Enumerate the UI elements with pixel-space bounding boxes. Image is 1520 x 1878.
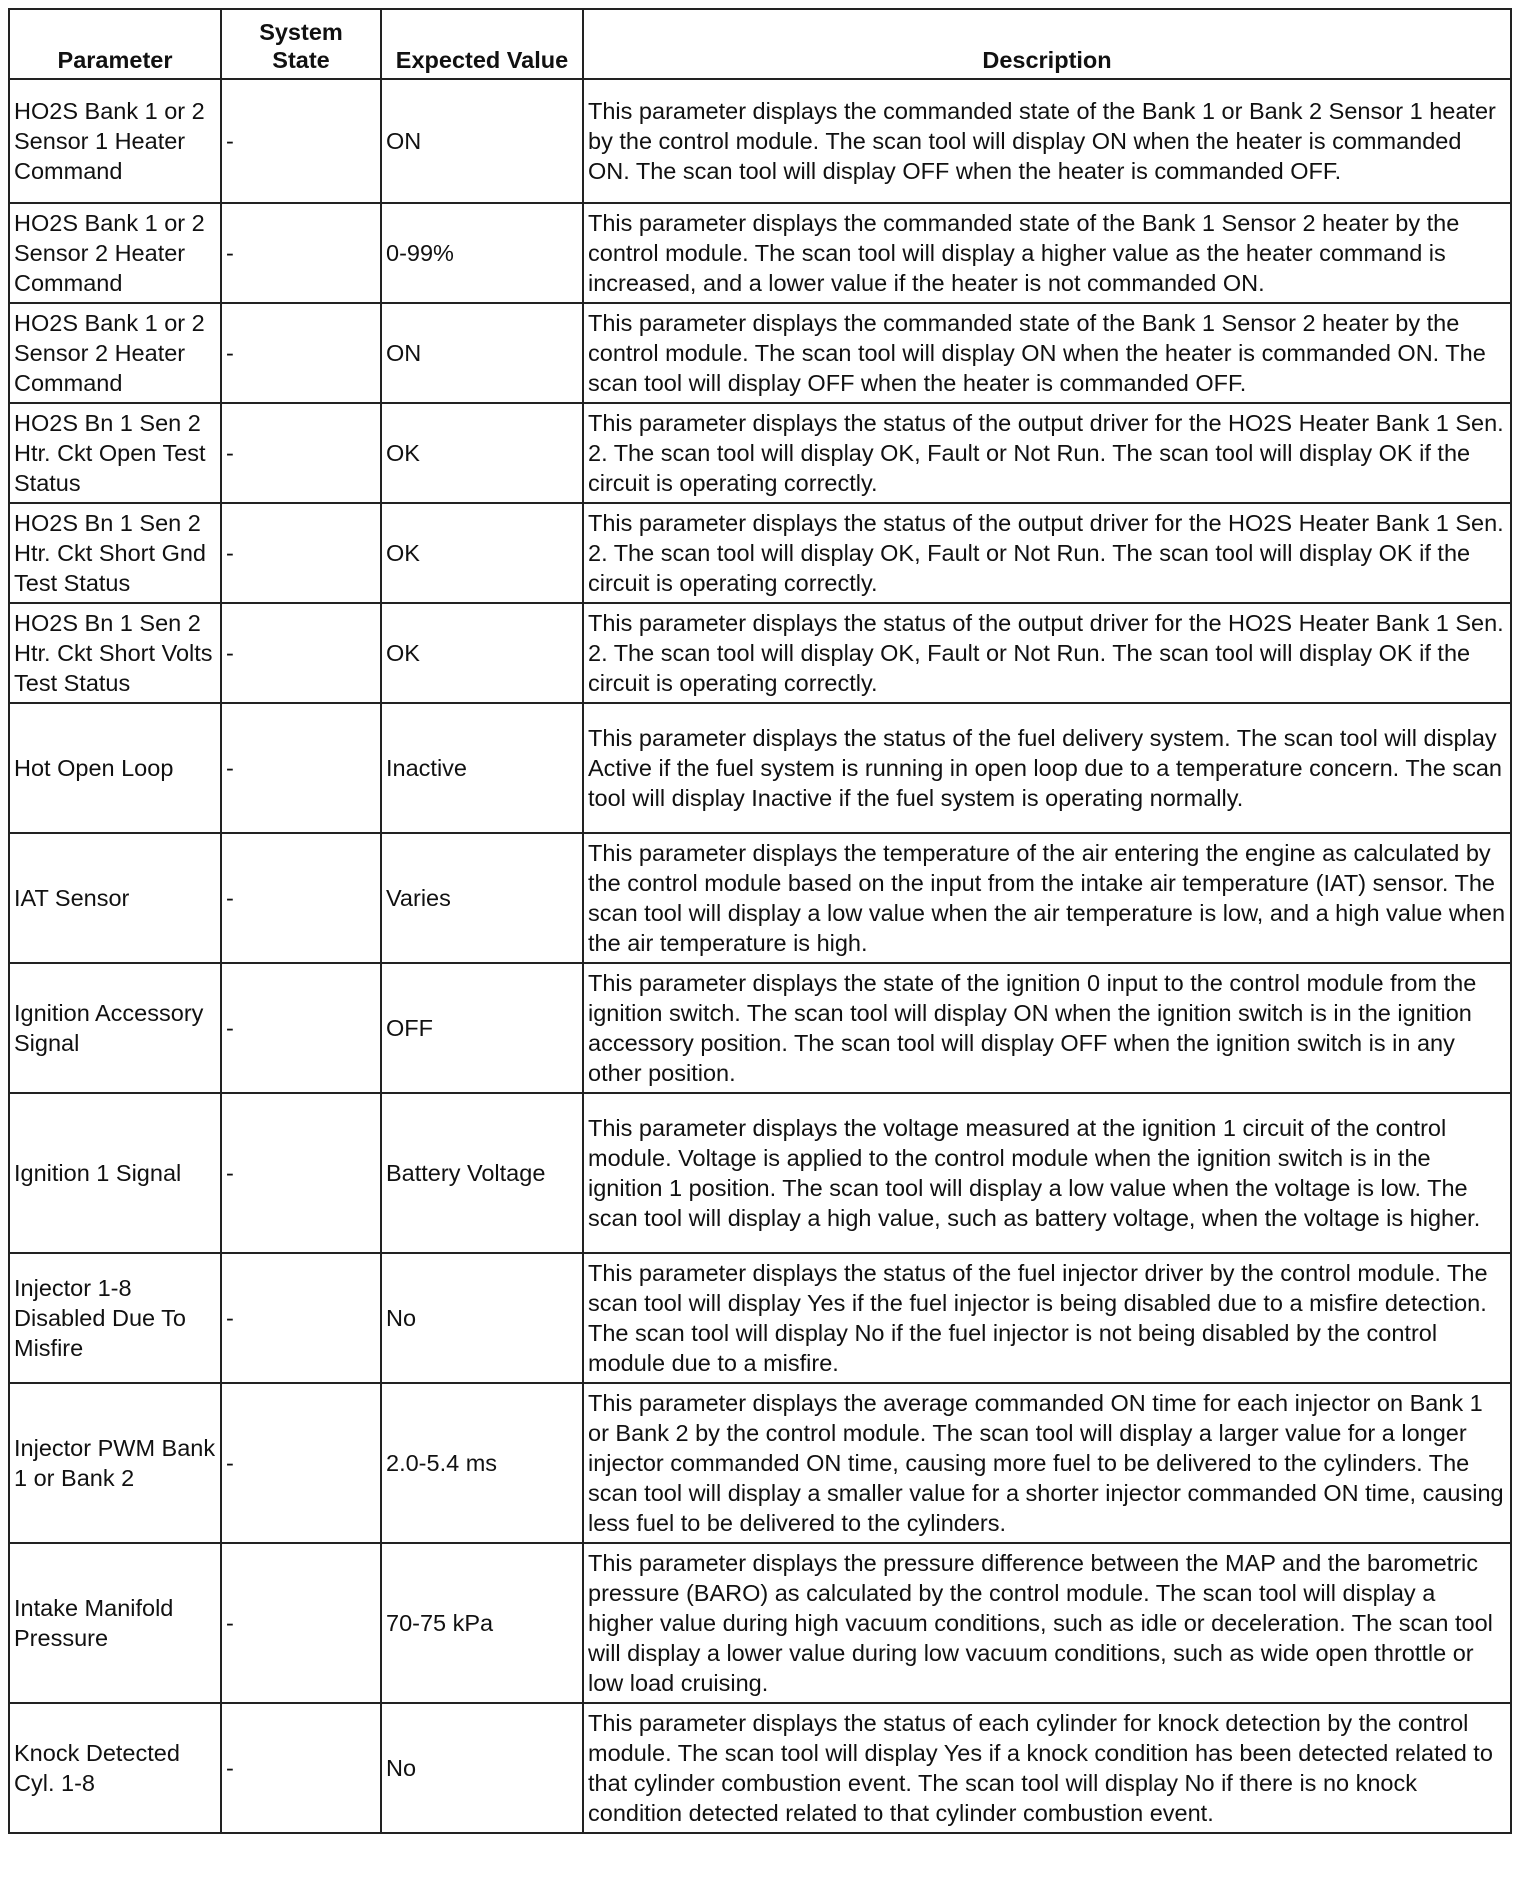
cell-system-state: - — [221, 1093, 381, 1253]
cell-system-state: - — [221, 603, 381, 703]
cell-system-state: - — [221, 79, 381, 203]
cell-description: This parameter displays the temperature of the air entering the engine as calculated by the control module based on the input from the intake air temperature (IAT) sensor. The scan tool will display a low value when the air temperature is low, and a high value when the air temperature is high. — [583, 833, 1511, 963]
cell-system-state: - — [221, 1543, 381, 1703]
table-row — [9, 703, 1511, 833]
cell-parameter: HO2S Bank 1 or 2 Sensor 2 Heater Command — [9, 303, 221, 403]
cell-parameter: HO2S Bn 1 Sen 2 Htr. Ckt Short Volts Test Status — [9, 603, 221, 703]
cell-parameter: Injector PWM Bank 1 or Bank 2 — [9, 1383, 221, 1543]
cell-description: This parameter displays the status of each cylinder for knock detection by the control module. The scan tool will display Yes if a knock condition has been detected related to that cylinder combustion event. The scan tool will display No if there is no knock condition detected related to that cylinder combustion event. — [583, 1703, 1511, 1833]
cell-parameter: Ignition 1 Signal — [9, 1093, 221, 1253]
cell-parameter: Injector 1-8 Disabled Due To Misfire — [9, 1253, 221, 1383]
header-expected-value: Expected Value — [381, 9, 583, 79]
header-row — [9, 9, 1511, 79]
cell-expected-value: Inactive — [381, 703, 583, 833]
cell-expected-value: OK — [381, 403, 583, 503]
cell-expected-value: OFF — [381, 963, 583, 1093]
table-row — [9, 833, 1511, 963]
cell-description: This parameter displays the voltage measured at the ignition 1 circuit of the control module. Voltage is applied to the control module when the ignition switch is in the ignition 1 position. The scan tool will display a low value when the voltage is low. The scan tool will display a high value, such as battery voltage, when the voltage is higher. — [583, 1093, 1511, 1253]
cell-parameter: HO2S Bn 1 Sen 2 Htr. Ckt Open Test Status — [9, 403, 221, 503]
cell-system-state: - — [221, 963, 381, 1093]
cell-description: This parameter displays the status of the fuel injector driver by the control module. The scan tool will display Yes if the fuel injector is being disabled due to a misfire detection. The scan tool will display No if the fuel injector is not being disabled by the control module due to a misfire. — [583, 1253, 1511, 1383]
cell-system-state: - — [221, 1383, 381, 1543]
cell-expected-value: 70-75 kPa — [381, 1543, 583, 1703]
cell-parameter: Intake Manifold Pressure — [9, 1543, 221, 1703]
table-row — [9, 1383, 1511, 1543]
cell-description: This parameter displays the commanded state of the Bank 1 Sensor 2 heater by the control module. The scan tool will display a higher value as the heater command is increased, and a lower value if the heater is not commanded ON. — [583, 203, 1511, 303]
cell-description: This parameter displays the commanded state of the Bank 1 or Bank 2 Sensor 1 heater by the control module. The scan tool will display ON when the heater is commanded ON. The scan tool will display OFF when the heater is commanded OFF. — [583, 79, 1511, 203]
cell-system-state: - — [221, 1703, 381, 1833]
header-parameter: Parameter — [9, 9, 221, 79]
cell-parameter: Hot Open Loop — [9, 703, 221, 833]
cell-expected-value: 0-99% — [381, 203, 583, 303]
cell-expected-value: Varies — [381, 833, 583, 963]
cell-expected-value: ON — [381, 79, 583, 203]
table-row — [9, 503, 1511, 603]
cell-system-state: - — [221, 703, 381, 833]
table-row — [9, 963, 1511, 1093]
header-system-state — [221, 9, 381, 79]
cell-system-state: - — [221, 203, 381, 303]
cell-description: This parameter displays the status of the output driver for the HO2S Heater Bank 1 Sen. 2. The scan tool will display OK, Fault or Not Run. The scan tool will display OK if the circuit is operating correctly. — [583, 503, 1511, 603]
cell-parameter: HO2S Bank 1 or 2 Sensor 1 Heater Command — [9, 79, 221, 203]
cell-system-state: - — [221, 1253, 381, 1383]
header-system-state-line2: State — [272, 47, 330, 73]
cell-expected-value: ON — [381, 303, 583, 403]
cell-description: This parameter displays the status of the output driver for the HO2S Heater Bank 1 Sen. 2. The scan tool will display OK, Fault or Not Run. The scan tool will display OK if the circuit is operating correctly. — [583, 603, 1511, 703]
header-description: Description — [583, 9, 1511, 79]
cell-description: This parameter displays the status of the fuel delivery system. The scan tool will display Active if the fuel system is running in open loop due to a temperature concern. The scan tool will display Inactive if the fuel system is operating normally. — [583, 703, 1511, 833]
header-system-state-line1: System — [259, 19, 343, 45]
table-row — [9, 1703, 1511, 1833]
cell-description: This parameter displays the commanded state of the Bank 1 Sensor 2 heater by the control module. The scan tool will display ON when the heater is commanded ON. The scan tool will display OFF when the heater is commanded OFF. — [583, 303, 1511, 403]
cell-parameter: Ignition Accessory Signal — [9, 963, 221, 1093]
cell-parameter: IAT Sensor — [9, 833, 221, 963]
parameter-table — [8, 8, 1512, 1834]
table-row — [9, 1543, 1511, 1703]
table-row — [9, 1093, 1511, 1253]
table-row — [9, 203, 1511, 303]
cell-description: This parameter displays the state of the ignition 0 input to the control module from the ignition switch. The scan tool will display ON when the ignition switch is in the ignition accessory position. The scan tool will display OFF when the ignition switch is in any other position. — [583, 963, 1511, 1093]
cell-description: This parameter displays the pressure difference between the MAP and the barometric pressure (BARO) as calculated by the control module. The scan tool will display a higher value during high vacuum conditions, such as idle or deceleration. The scan tool will display a lower value during low vacuum conditions, such as wide open throttle or low load cruising. — [583, 1543, 1511, 1703]
cell-description: This parameter displays the average commanded ON time for each injector on Bank 1 or Bank 2 by the control module. The scan tool will display a larger value for a longer injector commanded ON time, causing more fuel to be delivered to the cylinders. The scan tool will display a smaller value for a shorter injector commanded ON time, causing less fuel to be delivered to the cylinders. — [583, 1383, 1511, 1543]
cell-description: This parameter displays the status of the output driver for the HO2S Heater Bank 1 Sen. 2. The scan tool will display OK, Fault or Not Run. The scan tool will display OK if the circuit is operating correctly. — [583, 403, 1511, 503]
cell-system-state: - — [221, 403, 381, 503]
cell-expected-value: No — [381, 1253, 583, 1383]
table-row — [9, 79, 1511, 203]
table-row — [9, 303, 1511, 403]
cell-parameter: Knock Detected Cyl. 1-8 — [9, 1703, 221, 1833]
cell-parameter: HO2S Bn 1 Sen 2 Htr. Ckt Short Gnd Test Status — [9, 503, 221, 603]
parameter-table-container — [8, 8, 1512, 1834]
table-row — [9, 1253, 1511, 1383]
cell-system-state: - — [221, 503, 381, 603]
cell-expected-value: No — [381, 1703, 583, 1833]
cell-expected-value: Battery Voltage — [381, 1093, 583, 1253]
table-row — [9, 603, 1511, 703]
cell-parameter: HO2S Bank 1 or 2 Sensor 2 Heater Command — [9, 203, 221, 303]
table-row — [9, 403, 1511, 503]
cell-expected-value: OK — [381, 603, 583, 703]
cell-expected-value: 2.0-5.4 ms — [381, 1383, 583, 1543]
cell-expected-value: OK — [381, 503, 583, 603]
cell-system-state: - — [221, 303, 381, 403]
cell-system-state: - — [221, 833, 381, 963]
